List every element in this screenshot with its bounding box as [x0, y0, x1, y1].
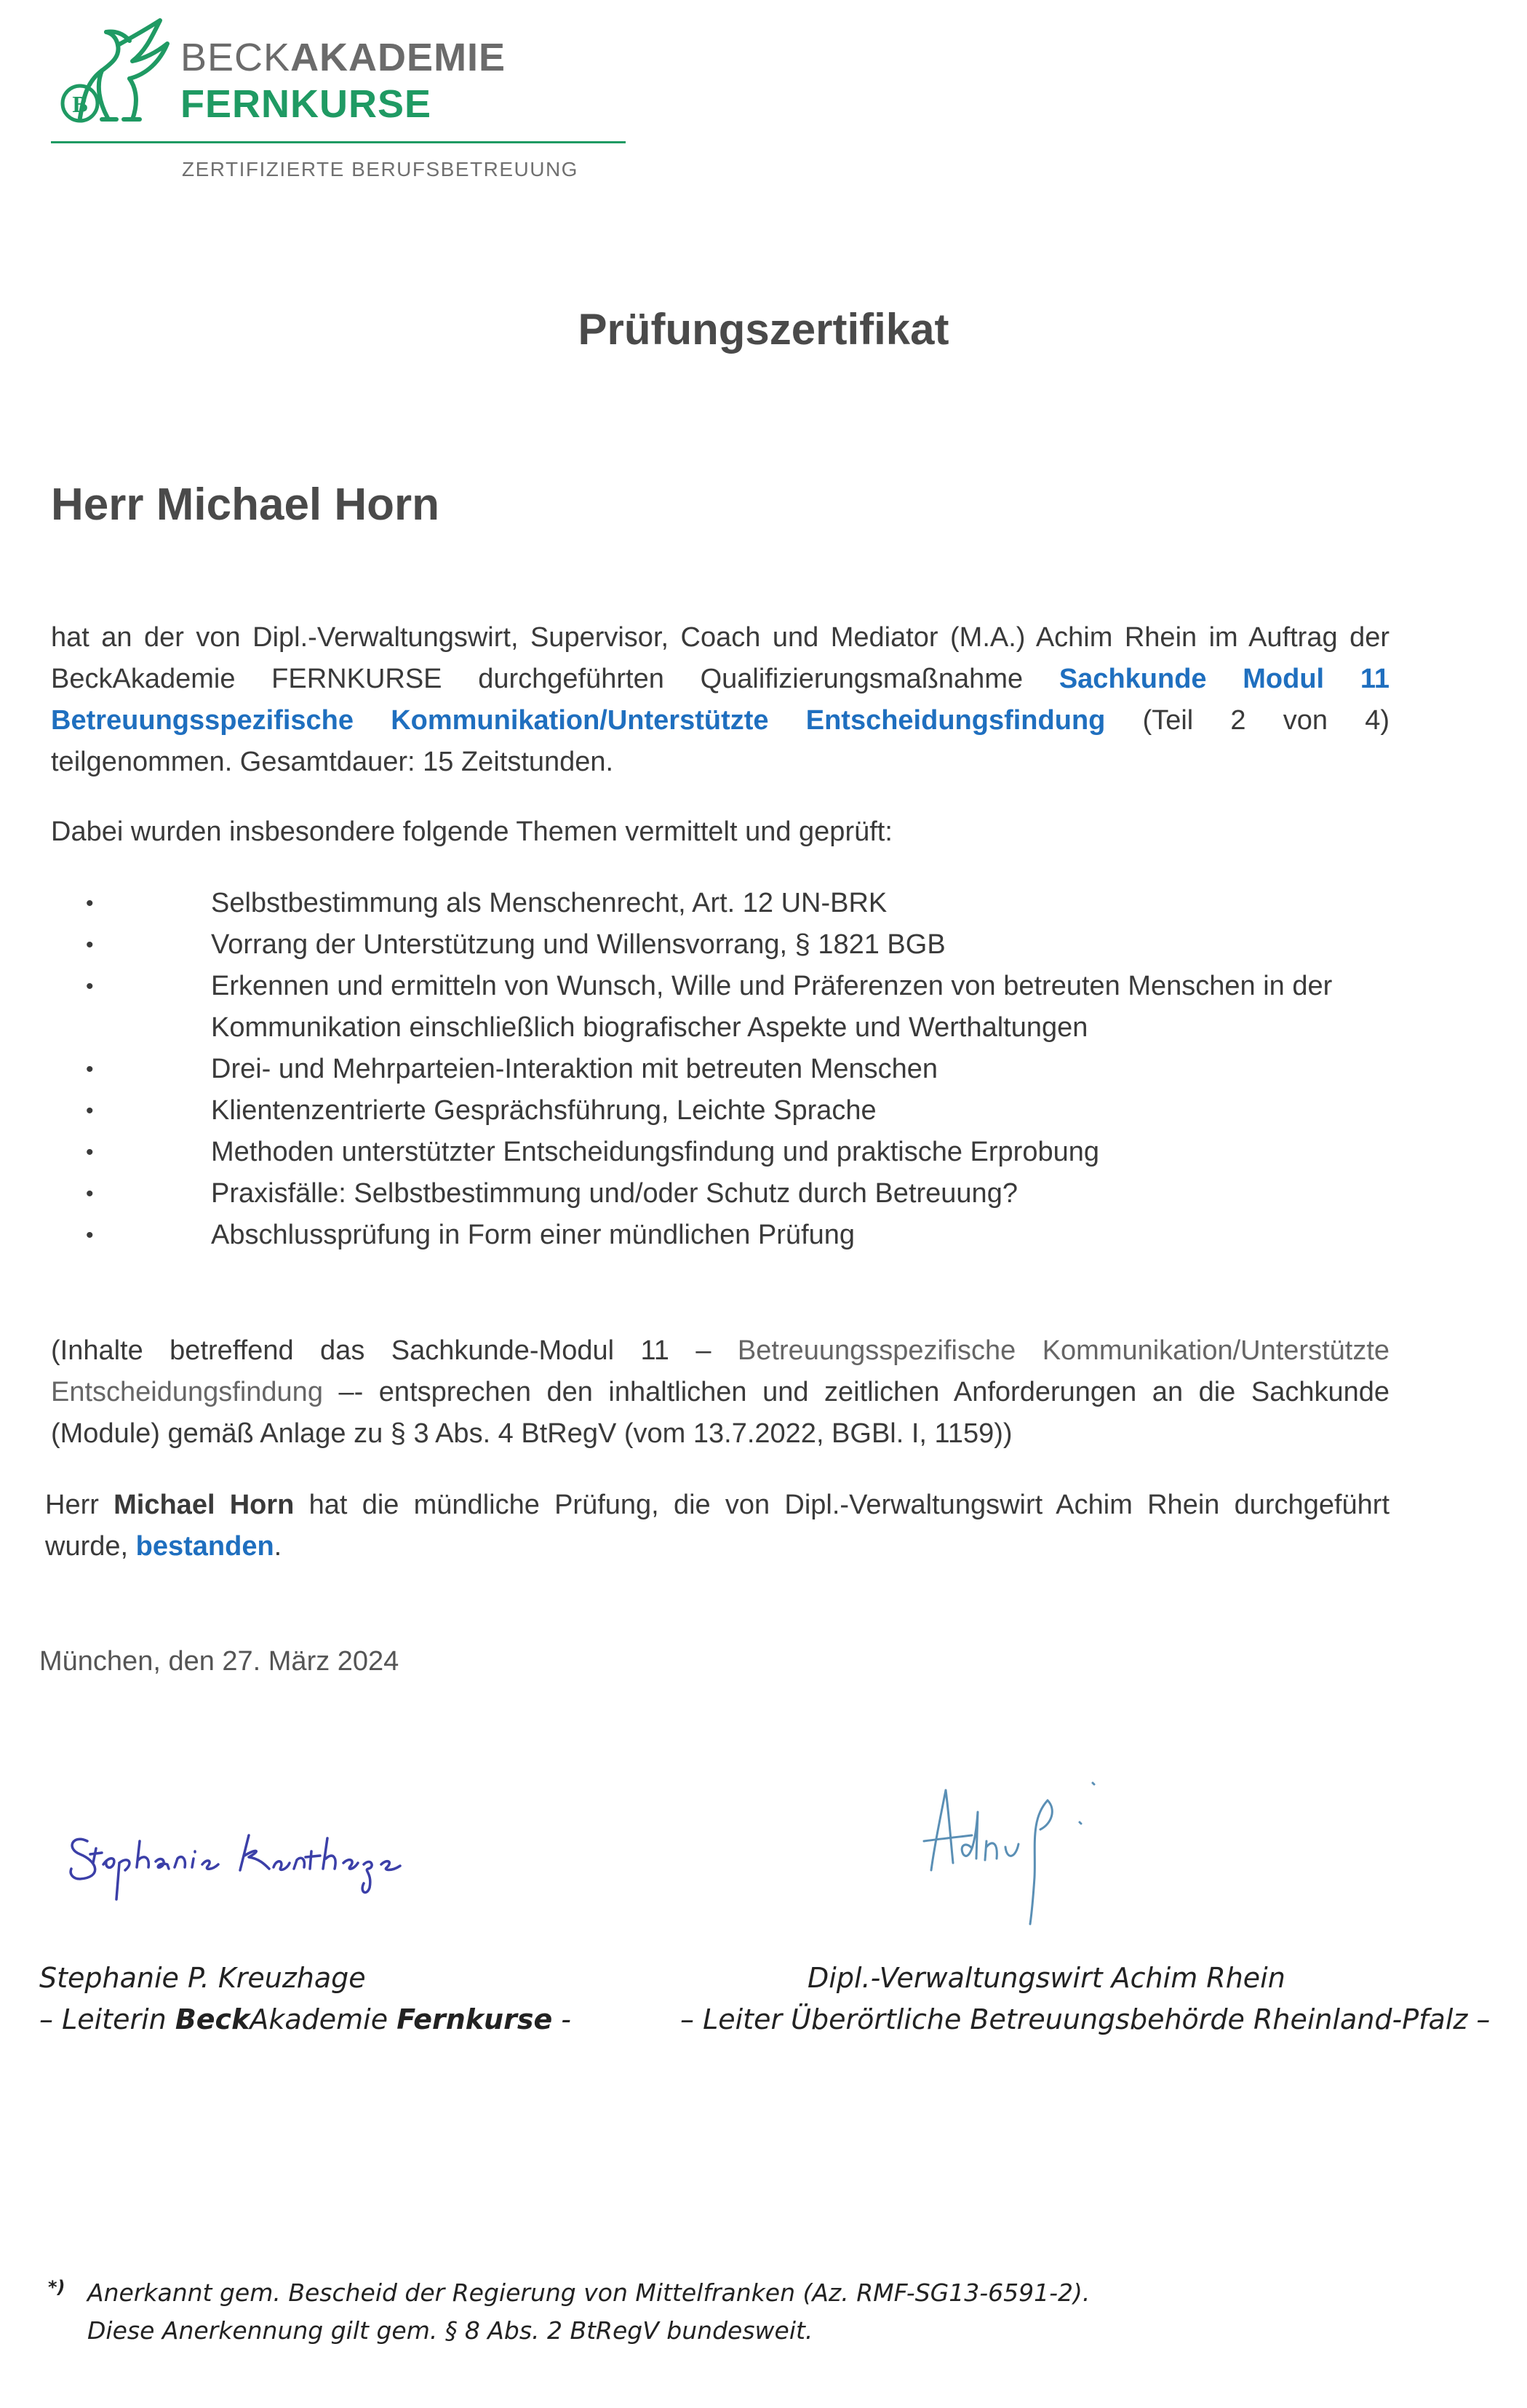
course-title: Sachkunde Modul 11 Betreuungsspezifische Kommunikation/Unterstützte Entscheidungsfindung — [51, 664, 1390, 736]
footnote-line1: Anerkannt gem. Bescheid der Regierung von Mittelfranken (Az. RMF-SG13-6591-2). — [87, 2278, 1091, 2307]
list-item: • Klientenzentrierte Gesprächsführung, Leichte Sprache — [51, 1090, 1390, 1132]
signatory2-name: Dipl.-Verwaltungswirt Achim Rhein — [808, 1962, 1285, 1994]
module-note: (Inhalte betreffend das Sachkunde-Modul 11 – Betreuungsspezifische Kommunikation/Unterstützte Entscheidungsfindung –- entsprechen den inhaltlichen und zeitlichen Anforderungen an die Sachkunde (Module) gemäß Anlage zu § 3 Abs. 4 BtRegV (vom 13.7.2022, BGBl. I, 1159)) — [51, 1335, 1390, 1449]
bullet: • — [86, 974, 94, 998]
bullet: • — [86, 1223, 94, 1247]
place-date: München, den 27. März 2024 — [39, 1646, 399, 1677]
result-outcome: bestanden — [135, 1531, 274, 1562]
list-item: • Selbstbestimmung als Menschenrecht, Art. 12 UN-BRK — [51, 883, 1390, 924]
list-item: • Drei- und Mehrparteien-Interaktion mit betreuten Menschen — [51, 1049, 1390, 1090]
signature-kreuzhage — [58, 1797, 436, 1914]
emblem-letter: B — [72, 91, 88, 117]
list-item: • Praxisfälle: Selbstbestimmung und/oder Schutz durch Betreuung? — [51, 1173, 1390, 1215]
bullet: • — [86, 1140, 94, 1164]
footnote-line2: Diese Anerkennung gilt gem. § 8 Abs. 2 BtRegV bundesweit. — [87, 2316, 813, 2345]
list-item: • Methoden unterstützter Entscheidungsfindung und praktische Erprobung — [51, 1132, 1390, 1173]
logo — [51, 16, 626, 180]
list-item: • Abschlussprüfung in Form einer mündlichen Prüfung — [51, 1215, 1390, 1256]
logo-divider — [51, 141, 626, 143]
list-item: • Erkennen und ermitteln von Wunsch, Wille und Präferenzen von betreuten Menschen in der Kommunikation einschließlich biografischer Aspekte und Werthaltungen — [51, 966, 1390, 1049]
signatory2-role: – Leiter Überörtliche Betreuungsbehörde Rheinland-Pfalz – — [680, 2003, 1491, 2035]
logo-brand-line1: BECKAKADEMIE — [180, 36, 506, 79]
footnote-mark: *) — [48, 2277, 65, 2297]
list-item: • Vorrang der Unterstützung und Willensvorrang, § 1821 BGB — [51, 924, 1390, 966]
result-name: Michael Horn — [113, 1490, 295, 1520]
signatory1-name: Stephanie P. Kreuzhage — [39, 1962, 366, 1994]
certificate-title: Prüfungszertifikat — [578, 305, 949, 354]
topic-list — [51, 883, 1390, 1256]
griffin-emblem-icon — [51, 16, 175, 140]
signature-rhein — [902, 1768, 1135, 1928]
bullet: • — [86, 1099, 94, 1123]
bullet: • — [86, 1182, 94, 1206]
topics-intro: Dabei wurden insbesondere folgende Themen vermittelt und geprüft: — [51, 816, 893, 847]
bullet: • — [86, 1057, 94, 1081]
module-name: Betreuungsspezifische Kommunikation/Unterstützte Entscheidungsfindung — [51, 1335, 1390, 1407]
signatory1-role: – Leiterin BeckAkademie Fernkurse - — [39, 2003, 572, 2035]
recipient-name: Herr Michael Horn — [51, 480, 440, 530]
bullet: • — [86, 891, 94, 915]
logo-brand-line2: FERNKURSE — [180, 82, 432, 126]
logo-subtitle: ZERTIFIZIERTE BERUFSBETREUUNG — [182, 158, 578, 180]
signatory1-block — [39, 1958, 571, 2041]
intro-paragraph: hat an der von Dipl.-Verwaltungswirt, Supervisor, Coach und Mediator (M.A.) Achim Rhein im Auftrag der BeckAkademie FERNKURSE durchgeführten Qualifizierungsmaßnahme Sachkunde Modul 11 Betreuungsspezifische Kommunikation/Unterstützte Entscheidungsfindung (Teil 2 von 4) teilgenommen. Gesamtdauer: 15 Zeitstunden. — [51, 622, 1390, 777]
bullet: • — [86, 933, 94, 957]
result-statement: Herr Michael Horn hat die mündliche Prüfung, die von Dipl.-Verwaltungswirt Achim Rhein durchgeführt wurde, bestanden. — [45, 1490, 1390, 1562]
footnote — [48, 2274, 1090, 2350]
